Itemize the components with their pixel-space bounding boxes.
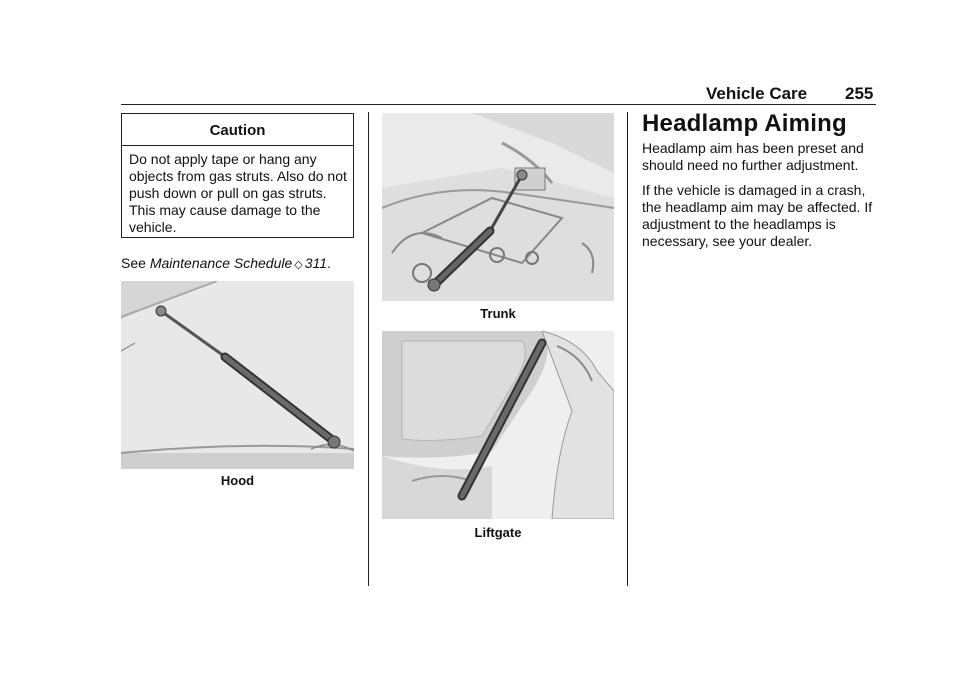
headlamp-paragraph-1: Headlamp aim has been preset and should need no further adjustment. — [642, 140, 864, 173]
see-reference — [121, 255, 331, 271]
hood-caption: Hood — [220, 473, 255, 488]
caution-body: Do not apply tape or hang any objects from gas struts. Also do not push down or pull on gas struts. This may cause damage to the vehicle. — [129, 151, 347, 235]
caution-title: Caution — [122, 114, 353, 146]
reference-page[interactable]: 311 — [304, 255, 328, 271]
hood-illustration — [121, 281, 354, 469]
liftgate-caption: Liftgate — [474, 525, 522, 540]
caution-box — [121, 113, 354, 238]
headlamp-paragraph-2: If the vehicle is damaged in a crash, the headlamp aim may be affected. If adjustment to the headlamps is necessary, see your dealer. — [642, 182, 873, 249]
header-divider — [121, 104, 876, 105]
trunk-illustration — [382, 113, 614, 301]
section-title: Vehicle Care — [706, 84, 808, 103]
page-number: 255 — [845, 84, 874, 103]
column-divider-left — [368, 112, 369, 586]
see-suffix: . — [327, 255, 331, 271]
column-divider-right — [627, 112, 628, 586]
see-prefix: See — [121, 255, 150, 271]
liftgate-illustration — [382, 331, 614, 519]
page-reference-icon: ◇ — [294, 259, 303, 271]
headlamp-heading: Headlamp Aiming — [642, 110, 847, 137]
trunk-caption: Trunk — [480, 306, 516, 321]
maintenance-schedule-link[interactable]: Maintenance Schedule — [149, 255, 293, 271]
